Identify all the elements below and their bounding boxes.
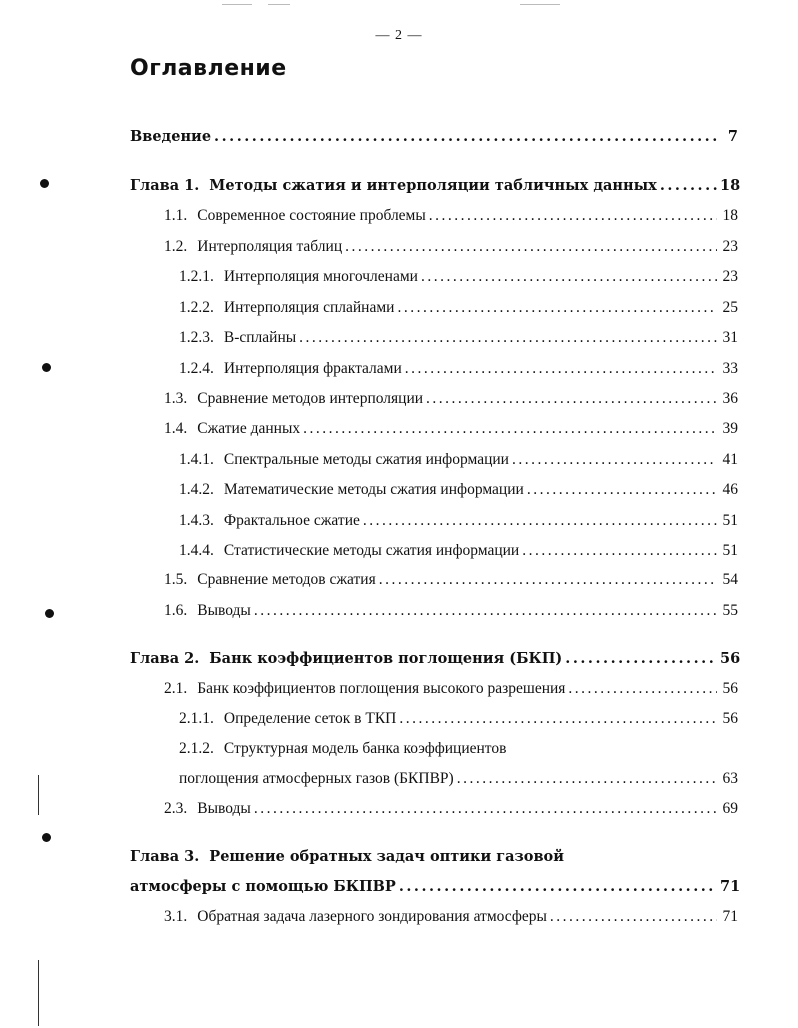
toc-dot-leader [379,569,717,591]
toc-entry-label: Обратная задача лазерного зондирования атмосферы [197,908,547,925]
toc-dot-leader [254,798,717,820]
toc-entry[interactable] [164,569,738,591]
toc-entry-number: 1.4.3. [179,512,214,529]
toc-entry-number: 1.2. [164,238,188,255]
margin-line [38,775,39,815]
toc-entry-number: 1.2.3. [179,329,214,346]
toc-dot-leader [527,479,717,501]
toc-entry-number: 1.4.2. [179,481,214,498]
toc-entry-page: 33 [722,360,738,377]
toc-entry[interactable] [179,358,738,380]
toc-entry-page: 63 [722,770,738,787]
margin-mark [42,833,51,842]
toc-entry[interactable] [164,388,738,410]
toc-entry-number: 1.2.2. [179,299,214,316]
toc-entry-label: Определение сеток в ТКП [223,710,397,727]
toc-entry-label: Методы сжатия и интерполяции табличных данных [209,177,657,194]
scan-artifact [268,4,290,5]
toc-entry[interactable] [179,510,738,532]
toc-entry-label: Банк коэффициентов поглощения (БКП) [209,650,563,667]
toc-entry-number: 3.1. [164,908,188,925]
toc-dot-leader [299,327,717,349]
toc-entry[interactable] [164,418,738,440]
toc-entry[interactable] [179,266,738,288]
toc-entry-page: 56 [722,680,738,697]
toc-dot-leader [399,708,717,730]
toc-entry-page: 54 [722,571,738,588]
toc-entry-number: 1.2.4. [179,360,214,377]
toc-entry-number: 1.6. [164,602,188,619]
toc-entry-label: Интерполяция сплайнами [223,299,395,316]
toc-entry-label: атмосферы с помощью БКПВР [130,878,396,895]
toc-entry-label: Современное состояние проблемы [197,207,426,224]
toc-entry-page: 36 [722,390,738,407]
toc-entry-label: Введение [130,128,212,145]
toc-dot-leader [421,266,717,288]
toc-entry[interactable] [179,479,738,501]
toc-entry-page: 23 [722,238,738,255]
toc-entry-number: 1.4.4. [179,542,214,559]
toc-entry-label: Выводы [197,602,251,619]
toc-entry-number: 2.3. [164,800,188,817]
toc-entry[interactable] [164,600,738,622]
toc-entry[interactable] [164,798,738,820]
toc-dot-leader [399,876,717,898]
toc-entry-label: Интерполяция многочленами [223,268,418,285]
toc-entry-page: 56 [720,650,741,667]
toc-entry-page: 31 [722,329,738,346]
toc-entry[interactable] [179,540,738,562]
toc-entry-page: 55 [722,602,738,619]
toc-dot-leader [660,175,717,197]
toc-entry-page: 71 [722,908,738,925]
toc-entry-page: 46 [722,481,738,498]
page-number: — 2 — [375,28,423,43]
toc-entry-label: Математические методы сжатия информации [223,481,524,498]
toc-dot-leader [303,418,717,440]
toc-entry-number: 1.4. [164,420,188,437]
toc-entry[interactable] [179,449,738,471]
toc-entry-label: Фрактальное сжатие [223,512,360,529]
margin-mark [45,609,54,618]
toc-entry-page: 39 [722,420,738,437]
toc-entry-page: 23 [722,268,738,285]
scan-artifact [520,4,560,5]
toc-dot-leader [565,648,717,670]
margin-line [38,960,39,1026]
toc-entry-number: Глава 2. [130,650,200,667]
margin-mark [40,179,49,188]
toc-dot-leader [522,540,717,562]
toc-entry[interactable] [179,768,738,790]
toc-entry[interactable] [179,327,738,349]
toc-dot-leader [254,600,717,622]
toc-dot-leader [345,236,717,258]
toc-entry[interactable] [164,205,738,227]
toc-entry[interactable] [130,648,741,670]
toc-entry-label: поглощения атмосферных газов (БКПВР) [179,770,454,787]
toc-entry-number: 2.1.1. [179,710,214,727]
toc-entry-label: Интерполяция фракталами [223,360,402,377]
margin-mark [42,363,51,372]
toc-entry-label: Банк коэффициентов поглощения высокого разрешения [197,680,566,697]
toc-entry-label: Сравнение методов сжатия [197,571,376,588]
toc-entry-number: 1.1. [164,207,188,224]
toc-entry-number: 1.3. [164,390,188,407]
toc-entry-label: Сравнение методов интерполяции [197,390,424,407]
toc-entry-label: Спектральные методы сжатия информации [223,451,509,468]
toc-dot-leader [363,510,717,532]
toc-entry-label: Статистические методы сжатия информации [223,542,520,559]
toc-entry-page: 25 [722,299,738,316]
toc-entry-page: 56 [722,710,738,727]
toc-entry-number: 2.1.2. [179,740,214,757]
toc-entry[interactable] [164,678,738,700]
toc-entry-page: 71 [720,878,741,895]
toc-entry[interactable] [179,738,506,760]
toc-dot-leader [550,906,717,928]
toc-entry-number: 1.4.1. [179,451,214,468]
toc-dot-leader [405,358,717,380]
scan-artifact [222,4,252,5]
toc-entry[interactable] [179,708,738,730]
toc-entry-page: 41 [722,451,738,468]
toc-entry-page: 51 [722,542,738,559]
toc-entry[interactable] [130,175,741,197]
toc-entry-page: 69 [722,800,738,817]
toc-entry[interactable] [164,906,738,928]
toc-entry-page: 18 [722,207,738,224]
toc-entry-label: Выводы [197,800,251,817]
toc-entry-label: B-сплайны [223,329,297,346]
toc-dot-leader [214,126,717,148]
toc-entry-number: 1.5. [164,571,188,588]
toc-dot-leader [426,388,717,410]
page-title: Оглавление [130,56,287,81]
toc-entry-label: Структурная модель банка коэффициентов [223,740,507,757]
toc-dot-leader [568,678,717,700]
toc-dot-leader [457,768,717,790]
toc-entry[interactable] [130,126,738,148]
toc-entry-number: 1.2.1. [179,268,214,285]
toc-entry-label: Сжатие данных [197,420,301,437]
toc-entry[interactable] [130,846,564,868]
toc-entry[interactable] [164,236,738,258]
toc-entry-page: 51 [722,512,738,529]
toc-dot-leader [429,205,717,227]
toc-entry-number: 2.1. [164,680,188,697]
toc-entry-label: Решение обратных задач оптики газовой [209,848,564,865]
toc-entry-number: Глава 3. [130,848,200,865]
toc-entry-label: Интерполяция таблиц [197,238,343,255]
toc-entry-page: 7 [727,128,738,145]
toc-dot-leader [512,449,717,471]
toc-entry[interactable] [179,297,738,319]
toc-entry-number: Глава 1. [130,177,200,194]
toc-entry-page: 18 [720,177,741,194]
toc-dot-leader [397,297,717,319]
toc-entry[interactable] [130,876,741,898]
